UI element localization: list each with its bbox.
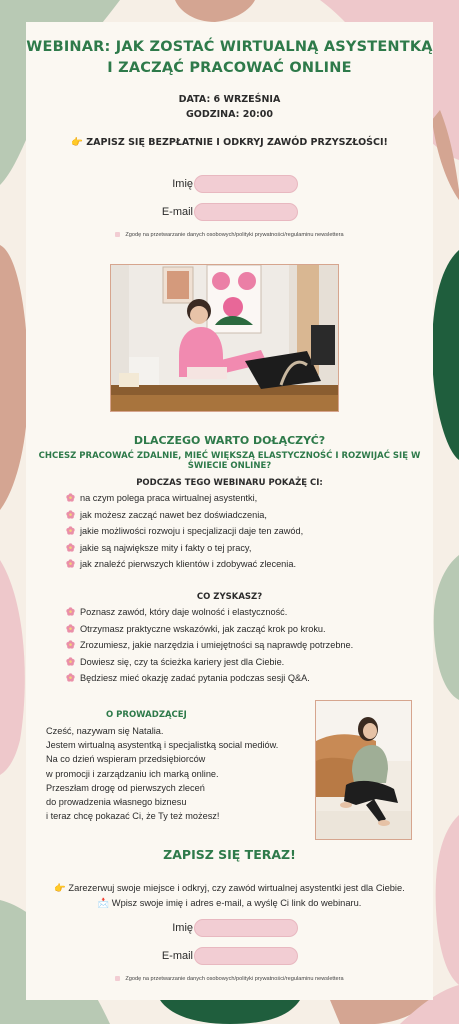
pink-blob-left-mid: [0, 560, 25, 775]
signup-instructions: [26, 881, 433, 910]
topic-text: jakie możliwości rozwoju i specjalizacji daje ten zawód,: [80, 526, 304, 537]
email-row-bottom: [26, 947, 433, 967]
about-text: [46, 724, 316, 823]
about-line: Jestem wirtualną asystentką i specjalistką social mediów.: [46, 740, 279, 751]
name-label: Imię: [172, 178, 193, 190]
about-line: Na co dzień wspieram przedsiębiorców: [46, 754, 206, 765]
topic-text: jakie są największe mity i fakty o tej pracy,: [80, 542, 252, 553]
signup-cta-text: ZAPISZ SIĘ BEZPŁATNIE I ODKRYJ ZAWÓD PRZYSZŁOŚCI!: [86, 137, 388, 148]
flower-icon: [66, 638, 75, 647]
office-photo-illustration: [111, 265, 338, 411]
list-item: [66, 637, 353, 654]
flower-icon: [66, 491, 75, 500]
list-item: [66, 540, 303, 557]
about-line: Przeszłam drogę od pierwszych zleceń: [46, 782, 205, 793]
list-item: [66, 490, 303, 507]
name-label: Imię: [172, 922, 193, 934]
gain-text: Otrzymasz praktyczne wskazówki, jak zacząć krok po kroku.: [80, 623, 326, 634]
list-item: [66, 621, 353, 638]
email-row-top: [26, 203, 433, 223]
why-title: DLACZEGO WARTO DOŁĄCZYĆ?: [133, 434, 326, 447]
envelope-icon: 📩: [97, 897, 110, 908]
webinar-topics-title: PODCZAS TEGO WEBINARU POKAŻĘ CI:: [136, 478, 323, 488]
name-input[interactable]: [194, 919, 298, 937]
gain-title: CO ZYSKASZ?: [196, 592, 263, 602]
consent-row-bottom: [26, 976, 433, 982]
sage-blob-right-mid: [434, 555, 459, 700]
about-line: i teraz chcę pokazać Ci, że Ty też możesz!: [46, 811, 220, 822]
gain-text: Zrozumiesz, jakie narzędzia i umiejętności są naprawdę potrzebne.: [80, 640, 354, 651]
about-line: do prowadzenia własnego biznesu: [46, 797, 187, 808]
why-subtitle: CHCESZ PRACOWAĆ ZDALNIE, MIEĆ WIĘKSZĄ ELASTYCZNOŚĆ I ROZWIJAĆ SIĘ W ŚWIECIE ONLINE?: [38, 451, 421, 471]
email-label: E-mail: [161, 950, 193, 962]
flower-icon: [66, 541, 75, 550]
page-title: [26, 37, 433, 79]
consent-text: Zgodę na przetwarzanie danych osobowych/polityki prywatności/regulaminu newslettera: [125, 232, 344, 238]
email-label: E-mail: [161, 206, 193, 218]
flower-icon: [66, 557, 75, 566]
pointing-hand-icon: 👉: [71, 137, 83, 148]
signup-cta: [26, 137, 433, 148]
signup-title: ZAPISZ SIĘ TERAZ!: [163, 847, 296, 862]
reserve-text: Zarezerwuj swoje miejsce i odkryj, czy zawód wirtualnej asystentki jest dla Ciebie.: [68, 883, 405, 893]
list-item: [66, 507, 303, 524]
flower-icon: [66, 671, 75, 680]
title-line-2: I ZACZĄĆ PRACOWAĆ ONLINE: [107, 60, 352, 76]
list-item: [66, 556, 303, 573]
webinar-time: GODZINA: 20:00: [185, 109, 273, 120]
webinar-date: DATA: 6 WRZEŚNIA: [178, 94, 281, 105]
pink-blob-right-bottom: [436, 815, 459, 985]
about-line: w promocji i zarządzaniu ich marką online.: [46, 768, 219, 779]
name-input[interactable]: [194, 175, 298, 193]
topic-text: na czym polega praca wirtualnej asystentki,: [80, 493, 258, 503]
flower-icon: [66, 524, 75, 533]
reserve-line: [26, 881, 433, 896]
about-title: O PROWADZĄCEJ: [106, 710, 187, 720]
content-card: [26, 22, 433, 1000]
email-input[interactable]: [194, 947, 298, 965]
list-item: [66, 670, 353, 687]
host-photo-illustration: [316, 701, 411, 839]
consent-text: Zgodę na przetwarzanie danych osobowych/polityki prywatności/regulaminu newslettera: [125, 976, 344, 982]
list-item: [66, 523, 303, 540]
consent-row-top: [26, 232, 433, 238]
consent-checkbox[interactable]: [115, 232, 120, 237]
flower-icon: [66, 655, 75, 664]
gain-list: [66, 604, 353, 687]
topic-text: jak znaleźć pierwszych klientów i zdobywać zlecenia.: [80, 559, 297, 570]
email-instruction-text: Wpisz swoje imię i adres e-mail, a wyślę Ci link do webinaru.: [111, 897, 362, 908]
webinar-topics-list: [66, 490, 303, 573]
gain-text: Będziesz mieć okazję zadać pytania podczas sesji Q&A.: [80, 673, 310, 684]
office-photo: [110, 264, 339, 412]
list-item: [66, 654, 353, 671]
terracotta-blob-top: [175, 0, 255, 22]
pointing-hand-icon: 👉: [54, 883, 66, 893]
name-row-top: [26, 175, 433, 195]
host-photo: [315, 700, 412, 840]
dark-green-blob-right: [432, 250, 459, 460]
title-line-1: WEBINAR: JAK ZOSTAĆ WIRTUALNĄ ASYSTENTKĄ: [26, 39, 433, 55]
topic-text: jak możesz zacząć nawet bez doświadczenia,: [80, 509, 267, 520]
email-line: [26, 896, 433, 911]
list-item: [66, 604, 353, 621]
email-input[interactable]: [194, 203, 298, 221]
about-line: Cześć, nazywam się Natalia.: [46, 726, 164, 736]
gain-text: Poznasz zawód, który daje wolność i elastyczność.: [80, 607, 288, 617]
gain-text: Dowiesz się, czy ta ścieżka kariery jest dla Ciebie.: [80, 656, 285, 667]
flower-icon: [66, 622, 75, 631]
terracotta-blob-left: [0, 245, 28, 510]
name-row-bottom: [26, 919, 433, 939]
flower-icon: [66, 508, 75, 517]
dark-green-blob-bottom: [160, 1000, 300, 1024]
consent-checkbox[interactable]: [115, 976, 120, 981]
flower-icon: [66, 605, 75, 614]
